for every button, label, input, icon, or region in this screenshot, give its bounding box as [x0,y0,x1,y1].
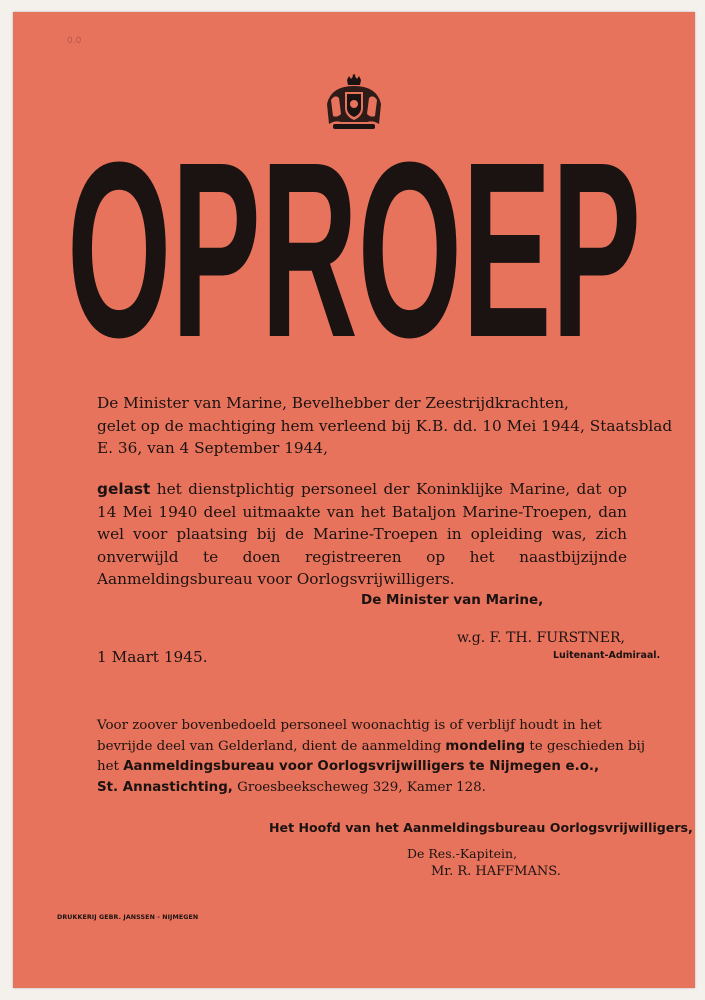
order-paragraph [97,478,627,591]
order-text: het dienstplichtig personeel der Koninklijke Marine, dat op 14 Mei 1940 deel uitmaakte van het Bataljon Marine-Troepen, dan wel voor plaatsing bij de Marine-Troepen in opleiding was, zich onverwijld te doen registreeren op het naastbijzijnde Aanmeldingsbureau voor Oorlogsvrijwilligers. [97,480,627,588]
bureau-name: Aanmeldingsbureau voor Oorlogsvrijwilligers te Nijmegen e.o., [123,759,600,774]
registration-line-4 [97,778,645,799]
printer-imprint: DRUKKERIJ GEBR. JANSSEN - NIJMEGEN [57,914,199,921]
address: Groesbeekscheweg 329, Kamer 128. [232,779,486,795]
registration-line-2: bevrijde deel van Gelderland, dient de aanmelding mondeling te geschieden bij [97,738,645,754]
royal-coat-of-arms-icon [323,74,385,132]
intro-line-3: E. 36, van 4 September 1944, [97,439,328,457]
corner-mark: 0.0 [67,36,82,46]
registration-line-1: Voor zoover bovenbedoeld personeel woonachtig is of verblijf houdt in het [97,718,602,733]
issue-date: 1 Maart 1945. [97,648,208,666]
location-name: St. Annastichting, [97,779,233,795]
bureau-head-office: Het Hoofd van het Aanmeldingsbureau Oorlogsvrijwilligers, [269,820,693,835]
bureau-head-name: Mr. R. HAFFMANS. [431,864,561,879]
minister-rank: Luitenant-Admiraal. [553,650,661,661]
registration-paragraph [97,716,645,798]
intro-paragraph [97,392,673,460]
registration-line-3: het Aanmeldingsbureau voor Oorlogsvrijwilligers te Nijmegen e.o., [97,759,600,774]
minister-name: w.g. F. TH. FURSTNER, [457,630,625,646]
intro-line-2: gelet op de machtiging hem verleend bij K.B. dd. 10 Mei 1944, Staatsblad [97,416,673,435]
mondeling-keyword: mondeling [445,738,526,754]
poster-title [13,140,695,350]
intro-line-1: De Minister van Marine, Bevelhebber der Zeestrijdkrachten, [97,394,569,412]
minister-office: De Minister van Marine, [361,592,544,608]
poster-title-text: OPROEP [67,140,641,350]
order-keyword: gelast [97,480,151,498]
poster-sheet [13,12,695,988]
bureau-head-rank: De Res.-Kapitein, [407,846,518,861]
